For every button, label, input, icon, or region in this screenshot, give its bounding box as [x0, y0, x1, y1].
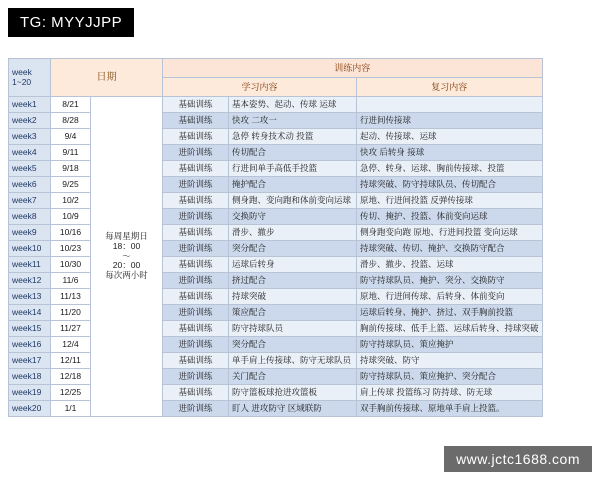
cell-week: week2 — [9, 113, 51, 129]
cell-training-type: 基础训练 — [163, 113, 229, 129]
table-row — [9, 177, 543, 193]
cell-date: 12/18 — [51, 369, 91, 385]
cell-week: week9 — [9, 225, 51, 241]
cell-week: week18 — [9, 369, 51, 385]
cell-week: week15 — [9, 321, 51, 337]
cell-date: 9/18 — [51, 161, 91, 177]
cell-training-type: 进阶训练 — [163, 241, 229, 257]
cell-learning-content: 传切配合 — [229, 145, 357, 161]
cell-learning-content: 基本姿势、起动、传球 运球 — [229, 97, 357, 113]
cell-learning-content: 盯人 进攻防守 区域联防 — [229, 401, 357, 417]
cell-date: 12/4 — [51, 337, 91, 353]
header-review-content: 复习内容 — [357, 78, 543, 97]
cell-date: 10/23 — [51, 241, 91, 257]
cell-date: 11/6 — [51, 273, 91, 289]
cell-week: week4 — [9, 145, 51, 161]
cell-learning-content: 滑步、撤步 — [229, 225, 357, 241]
table-row — [9, 369, 543, 385]
cell-date: 11/27 — [51, 321, 91, 337]
table-row — [9, 337, 543, 353]
cell-training-type: 进阶训练 — [163, 273, 229, 289]
cell-week: week14 — [9, 305, 51, 321]
cell-learning-content: 策应配合 — [229, 305, 357, 321]
table-row — [9, 273, 543, 289]
cell-learning-content: 单手肩上传接球、防守无球队员 — [229, 353, 357, 369]
cell-review-content: 原地、行进间投篮 反弹传接球 — [357, 193, 543, 209]
table-row — [9, 209, 543, 225]
cell-training-type: 基础训练 — [163, 353, 229, 369]
cell-training-type: 进阶训练 — [163, 209, 229, 225]
training-schedule-table — [8, 58, 543, 417]
table-row — [9, 385, 543, 401]
table-row — [9, 97, 543, 113]
cell-learning-content: 交换防守 — [229, 209, 357, 225]
cell-week: week1 — [9, 97, 51, 113]
table-row — [9, 401, 543, 417]
time-line: ～ — [122, 250, 131, 261]
cell-training-type: 基础训练 — [163, 321, 229, 337]
cell-training-type: 进阶训练 — [163, 369, 229, 385]
cell-review-content: 双手胸前传接球、原地单手肩上投篮。 — [357, 401, 543, 417]
cell-week: week20 — [9, 401, 51, 417]
cell-week: week12 — [9, 273, 51, 289]
cell-week: week11 — [9, 257, 51, 273]
header-date: 日期 — [51, 59, 163, 97]
header-week — [9, 59, 51, 97]
table-row — [9, 113, 543, 129]
cell-learning-content: 急停 转身技术动 投篮 — [229, 129, 357, 145]
cell-week: week17 — [9, 353, 51, 369]
cell-training-type: 进阶训练 — [163, 177, 229, 193]
cell-training-type: 基础训练 — [163, 97, 229, 113]
cell-review-content: 滑步、撤步、投篮、运球 — [357, 257, 543, 273]
cell-date: 9/11 — [51, 145, 91, 161]
cell-review-content: 急停、转身、运球、胸前传接球、投篮 — [357, 161, 543, 177]
cell-training-type: 进阶训练 — [163, 337, 229, 353]
table-row — [9, 257, 543, 273]
table-row — [9, 145, 543, 161]
cell-training-type: 基础训练 — [163, 257, 229, 273]
cell-training-type: 基础训练 — [163, 161, 229, 177]
cell-review-content: 传切、掩护、投篮、体前变向运球 — [357, 209, 543, 225]
cell-review-content: 持球突破、传切、掩护、交换防守配合 — [357, 241, 543, 257]
cell-date: 1/1 — [51, 401, 91, 417]
table-row — [9, 161, 543, 177]
cell-learning-content: 突分配合 — [229, 241, 357, 257]
cell-week: week5 — [9, 161, 51, 177]
site-watermark: www.jctc1688.com — [444, 446, 592, 472]
cell-review-content: 持球突破、防守 — [357, 353, 543, 369]
cell-learning-content: 行进间单手高低手投篮 — [229, 161, 357, 177]
cell-date: 10/2 — [51, 193, 91, 209]
table-row — [9, 129, 543, 145]
cell-review-content: 侧身跑变向跑 原地、行进间投篮 变向运球 — [357, 225, 543, 241]
cell-date: 12/11 — [51, 353, 91, 369]
cell-learning-content: 侧身跑、变向跑和体前变向运球 — [229, 193, 357, 209]
cell-training-type: 基础训练 — [163, 385, 229, 401]
cell-date: 10/16 — [51, 225, 91, 241]
cell-week: week16 — [9, 337, 51, 353]
table-row — [9, 321, 543, 337]
cell-review-content: 起动、传接球、运球 — [357, 129, 543, 145]
cell-review-content: 防守持球队员、策应掩护、突分配合 — [357, 369, 543, 385]
cell-learning-content: 运球后转身 — [229, 257, 357, 273]
telegram-badge: TG: MYYJJPP — [8, 8, 134, 37]
cell-date: 11/20 — [51, 305, 91, 321]
cell-training-type: 进阶训练 — [163, 145, 229, 161]
cell-date: 10/9 — [51, 209, 91, 225]
table-row — [9, 241, 543, 257]
cell-learning-content: 防守篮板球抢进攻篮板 — [229, 385, 357, 401]
cell-date: 9/25 — [51, 177, 91, 193]
cell-learning-content: 持球突破 — [229, 289, 357, 305]
cell-learning-content: 关门配合 — [229, 369, 357, 385]
cell-review-content: 快攻 后转身 接球 — [357, 145, 543, 161]
table-header — [9, 59, 543, 97]
time-line: 每次两小时 — [105, 270, 148, 281]
cell-week: week8 — [9, 209, 51, 225]
cell-date: 8/21 — [51, 97, 91, 113]
time-line: 每周星期日 — [105, 231, 148, 242]
time-line: 18：00 — [112, 240, 141, 251]
cell-review-content: 持球突破、防守持球队员、传切配合 — [357, 177, 543, 193]
cell-review-content: 行进间传接球 — [357, 113, 543, 129]
table-row — [9, 225, 543, 241]
cell-week: week7 — [9, 193, 51, 209]
cell-week: week3 — [9, 129, 51, 145]
time-line: 20：00 — [112, 260, 141, 271]
cell-time-schedule — [91, 97, 163, 417]
table-row — [9, 193, 543, 209]
cell-week: week10 — [9, 241, 51, 257]
cell-training-type: 基础训练 — [163, 225, 229, 241]
cell-date: 10/30 — [51, 257, 91, 273]
cell-learning-content: 挤过配合 — [229, 273, 357, 289]
table-row — [9, 353, 543, 369]
cell-week: week6 — [9, 177, 51, 193]
table-row — [9, 305, 543, 321]
cell-review-content: 肩上传球 投篮练习 防持球、防无球 — [357, 385, 543, 401]
cell-date: 11/13 — [51, 289, 91, 305]
cell-learning-content: 快攻 二攻一 — [229, 113, 357, 129]
header-week-line1: week — [12, 66, 32, 77]
cell-review-content: 运球后转身、掩护、挤过、双手胸前投篮 — [357, 305, 543, 321]
cell-training-type: 基础训练 — [163, 289, 229, 305]
cell-date: 9/4 — [51, 129, 91, 145]
cell-review-content — [357, 97, 543, 113]
cell-training-type: 基础训练 — [163, 193, 229, 209]
cell-training-type: 基础训练 — [163, 129, 229, 145]
header-training-content: 训练内容 — [163, 59, 543, 78]
cell-week: week19 — [9, 385, 51, 401]
cell-date: 12/25 — [51, 385, 91, 401]
table-body — [9, 97, 543, 417]
cell-review-content: 防守持球队员、掩护、突分、交换防守 — [357, 273, 543, 289]
table-row — [9, 289, 543, 305]
cell-review-content: 原地、行进间传球、后转身、体前变向 — [357, 289, 543, 305]
cell-learning-content: 掩护配合 — [229, 177, 357, 193]
cell-date: 8/28 — [51, 113, 91, 129]
cell-review-content: 防守持球队员、策应掩护 — [357, 337, 543, 353]
header-week-line2: 1~20 — [12, 76, 32, 87]
cell-learning-content: 突分配合 — [229, 337, 357, 353]
cell-training-type: 进阶训练 — [163, 305, 229, 321]
header-learning-content: 学习内容 — [163, 78, 357, 97]
cell-learning-content: 防守持球队员 — [229, 321, 357, 337]
cell-training-type: 进阶训练 — [163, 401, 229, 417]
cell-review-content: 胸前传接球、低手上篮、运球后转身、持球突破 — [357, 321, 543, 337]
cell-week: week13 — [9, 289, 51, 305]
